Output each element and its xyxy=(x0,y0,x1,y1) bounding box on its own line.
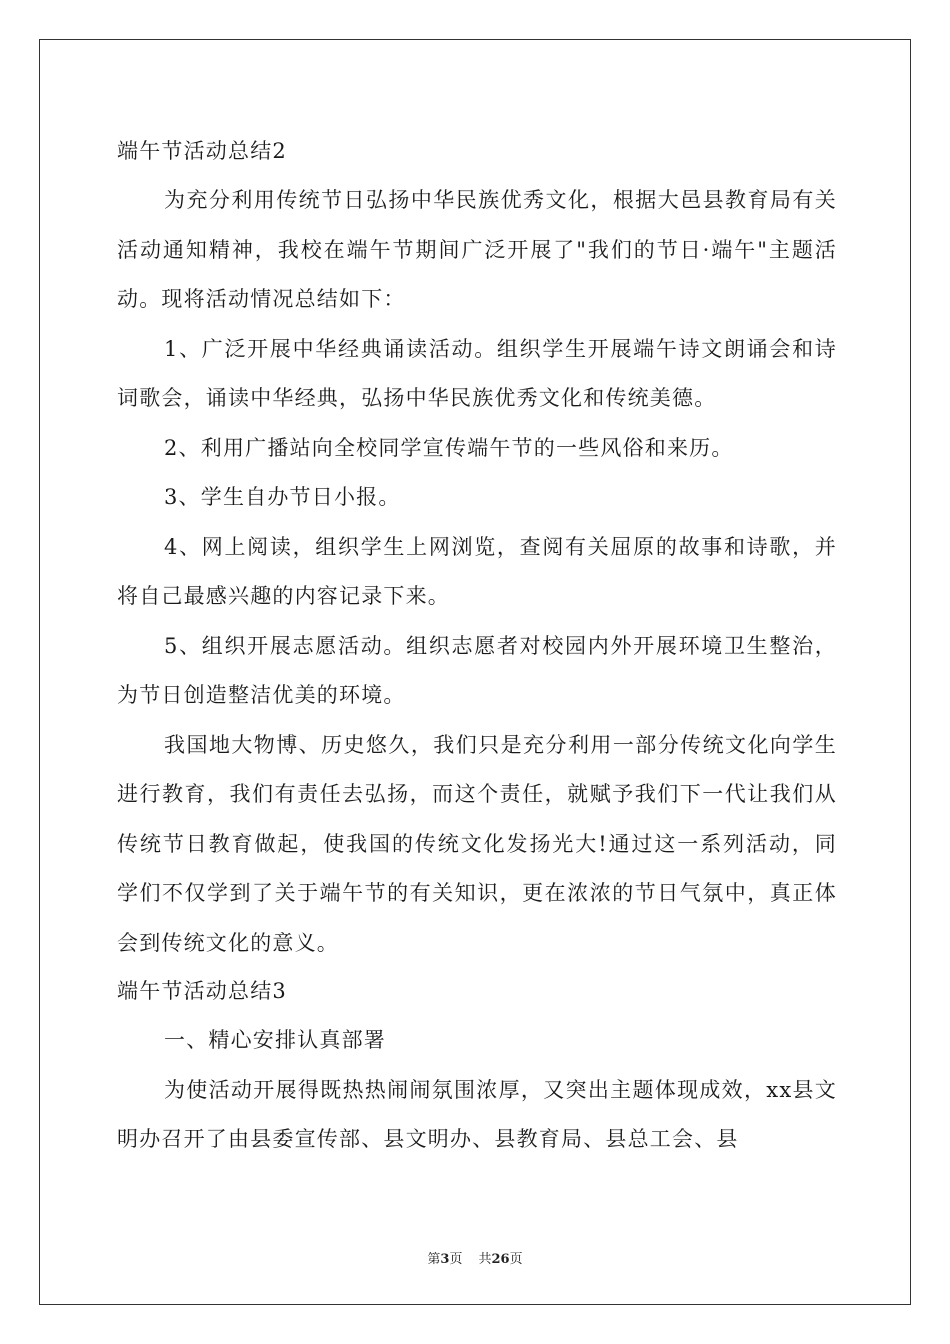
paragraph: 我国地大物博、历史悠久，我们只是充分利用一部分传统文化向学生进行教育，我们有责任去弘扬，而这个责任，就赋予我们下一代让我们从传统节日教育做起，使我国的传统文化发扬光大!通过这一系列活动，同学们不仅学到了关于端午节的有关知识，更在浓浓的节日气氛中，真正体会到传统文化的意义。 xyxy=(117,732,837,955)
paragraph: 2、利用广播站向全校同学宣传端午节的一些风俗和来历。 xyxy=(164,435,734,460)
paragraph: 为充分利用传统节日弘扬中华民族优秀文化，根据大邑县教育局有关活动通知精神，我校在端午节期间广泛开展了"我们的节日·端午"主题活动。现将活动情况总结如下： xyxy=(117,188,837,311)
section-title: 端午节活动总结2 xyxy=(117,139,287,163)
paragraph: 一、精心安排认真部署 xyxy=(164,1028,386,1052)
page-suffix: 页 xyxy=(449,1252,463,1267)
paragraph: 4、网上阅读，组织学生上网浏览，查阅有关屈原的故事和诗歌，并将自己最感兴趣的内容记录下来。 xyxy=(117,534,837,608)
total-prefix: 共 xyxy=(478,1252,492,1267)
paragraph: 1、广泛开展中华经典诵读活动。组织学生开展端午诗文朗诵会和诗词歌会，诵读中华经典，弘扬中华民族优秀文化和传统美德。 xyxy=(117,336,837,410)
total-suffix: 页 xyxy=(509,1252,523,1267)
total-pages: 26 xyxy=(491,1252,510,1267)
document-body xyxy=(117,128,837,1165)
paragraph: 3、学生自办节日小报。 xyxy=(164,485,401,509)
paragraph: 5、组织开展志愿活动。组织志愿者对校园内外开展环境卫生整治，为节日创造整洁优美的环境。 xyxy=(117,633,837,707)
page-footer xyxy=(0,1248,950,1267)
section-title: 端午节活动总结3 xyxy=(117,979,287,1003)
page-number: 3 xyxy=(440,1252,450,1267)
paragraph: 为使活动开展得既热热闹闹氛围浓厚，又突出主题体现成效，xx县文明办召开了由县委宣传部、县文明办、县教育局、县总工会、县 xyxy=(117,1077,837,1151)
page-prefix: 第 xyxy=(427,1252,441,1267)
